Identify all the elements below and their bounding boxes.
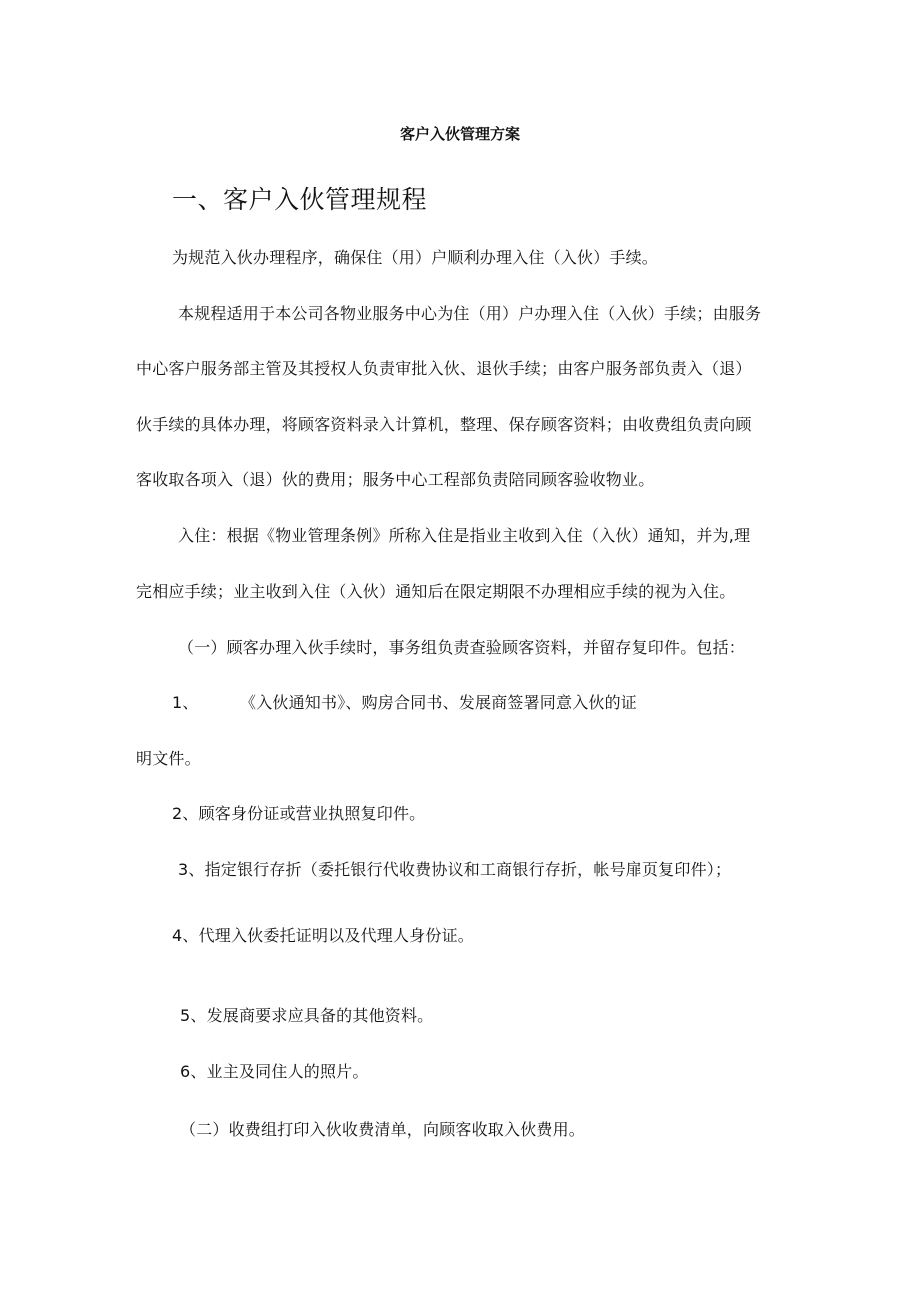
definition-paragraph-line-1: 入住：根据《物业管理条例》所称入住是指业主收到入住（入伙）通知，并为,理 xyxy=(178,526,751,545)
list-item-6: 6、业主及同住人的照片。 xyxy=(180,1062,369,1081)
part-one-intro: （一）顾客办理入伙手续时，事务组负责查验顾客资料，并留存复印件。包括： xyxy=(178,638,746,657)
scope-paragraph-line-3: 伙手续的具体办理，将顾客资料录入计算机，整理、保存顾客资料；由收费组负责向顾 xyxy=(136,415,752,434)
list-item-2: 2、顾客身份证或营业执照复印件。 xyxy=(172,804,426,823)
list-item-1 xyxy=(172,691,637,715)
scope-paragraph-line-1: 本规程适用于本公司各物业服务中心为住（用）户办理入住（入伙）手续；由服务 xyxy=(178,304,762,323)
list-item-1-number: 1、 xyxy=(172,693,199,712)
part-two-paragraph: （二）收费组打印入伙收费清单，向顾客收取入伙费用。 xyxy=(180,1120,586,1139)
list-item-1-text: 《入伙通知书》、购房合同书、发展商签署同意入伙的证 xyxy=(240,693,638,712)
section-heading: 一、客户入伙管理规程 xyxy=(172,185,428,214)
purpose-paragraph: 为规范入伙办理程序，确保住（用）户顺利办理入住（入伙）手续。 xyxy=(172,248,659,267)
scope-paragraph-line-4: 客收取各项入（退）伙的费用；服务中心工程部负责陪同顾客验收物业。 xyxy=(136,470,655,489)
document-title: 客户入伙管理方案 xyxy=(399,125,520,143)
scope-paragraph-line-2: 中心客户服务部主管及其授权人负责审批入伙、退伙手续；由客户服务部负责入（退） xyxy=(136,359,752,378)
definition-paragraph-line-2: 完相应手续；业主收到入住（入伙）通知后在限定期限不办理相应手续的视为入住。 xyxy=(136,582,736,601)
list-item-4: 4、代理入伙委托证明以及代理人身份证。 xyxy=(172,926,474,945)
list-item-1-continuation: 明文件。 xyxy=(136,749,201,768)
list-item-3: 3、指定银行存折（委托银行代收费协议和工商银行存折，帐号扉页复印件）； xyxy=(178,860,732,879)
list-item-5: 5、发展商要求应具备的其他资料。 xyxy=(180,1006,434,1025)
